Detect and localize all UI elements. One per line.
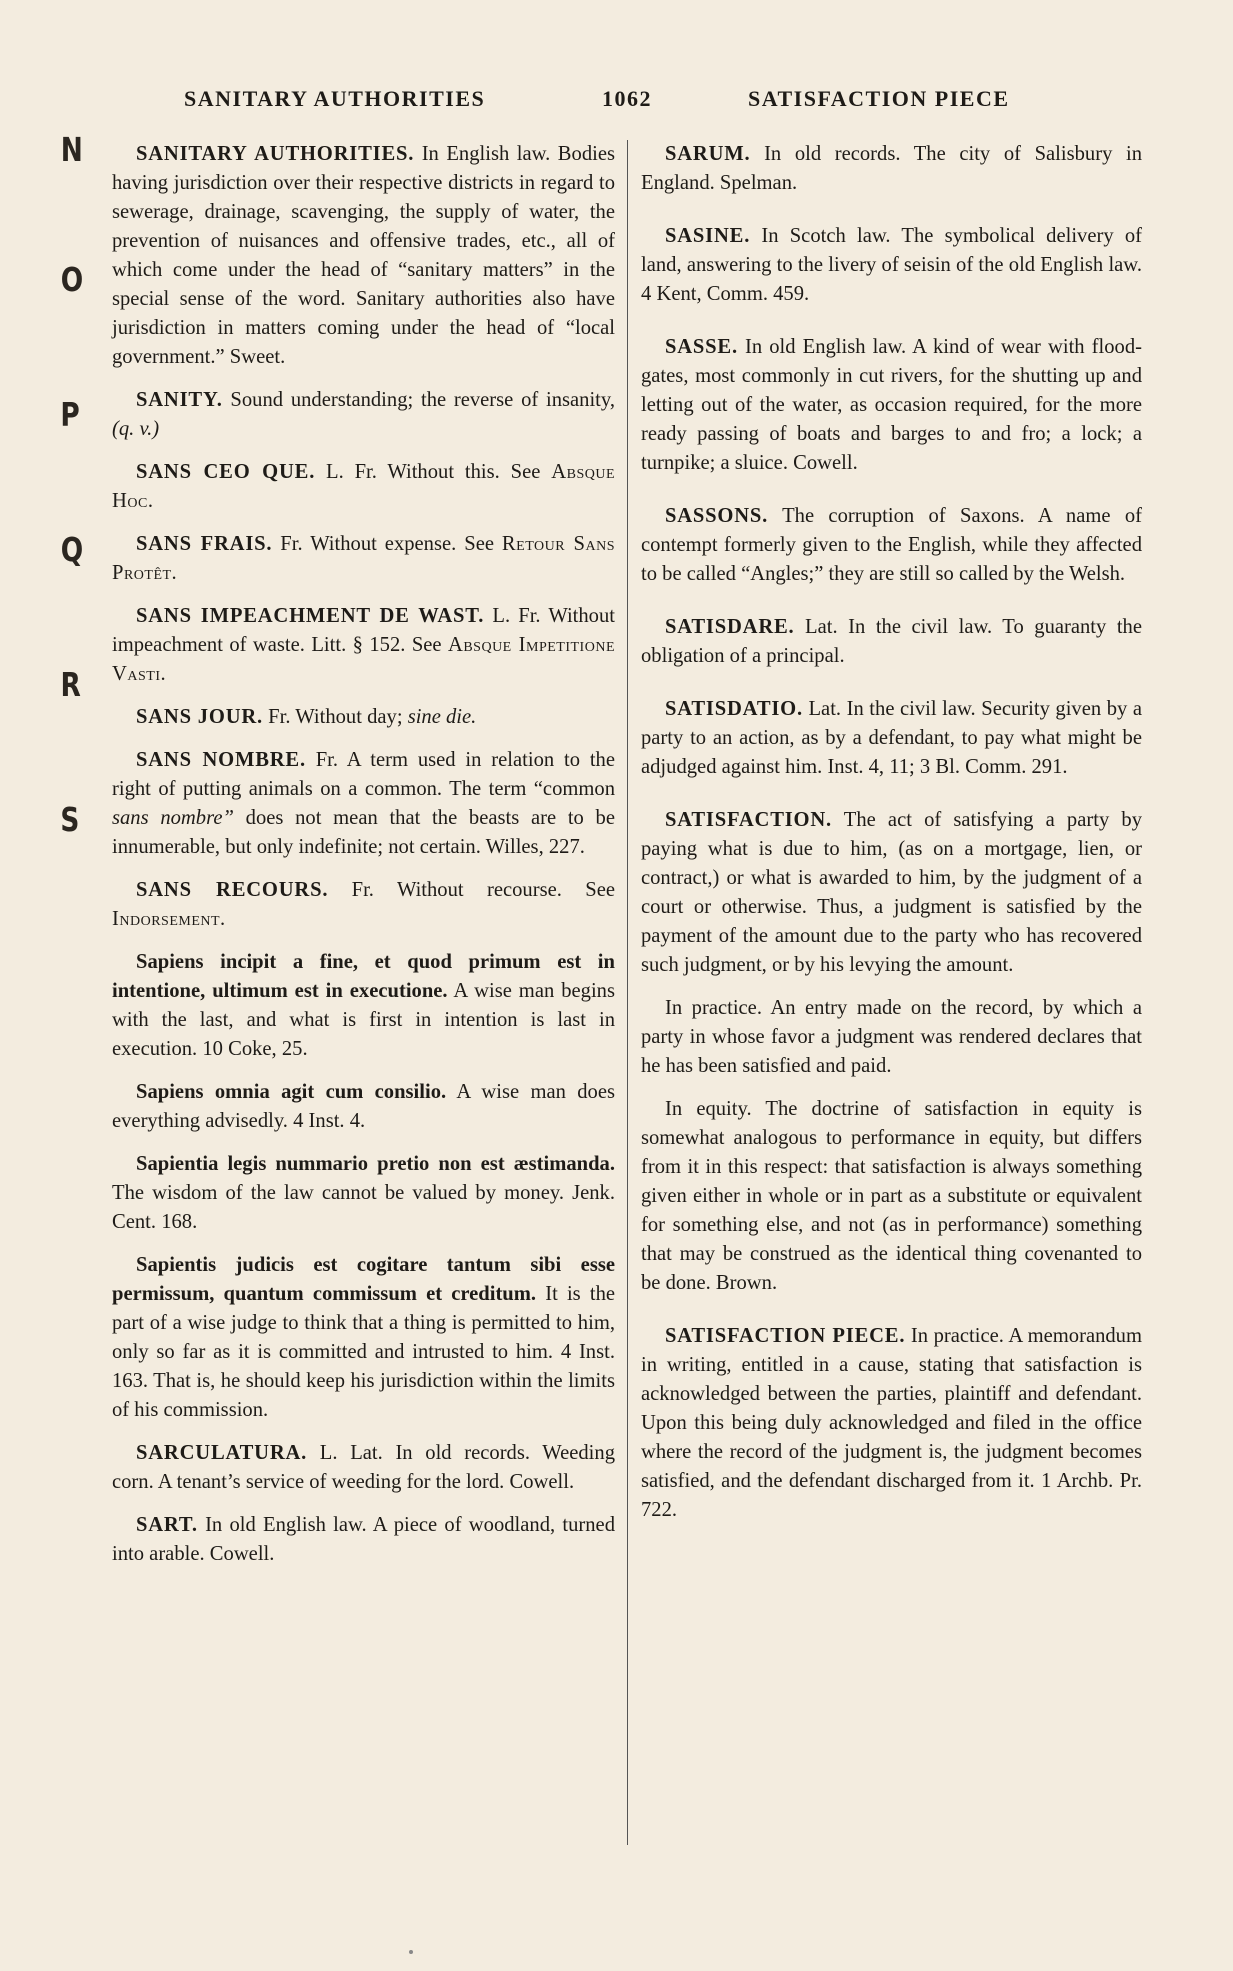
entry — [112, 140, 615, 372]
translation: The wisdom of the law cannot be valued by money. Jenk. Cent. 168. — [112, 1182, 615, 1233]
running-head-left: SANITARY AUTHORITIES — [184, 86, 486, 111]
headword: SATISFACTION PIECE. — [665, 1325, 906, 1347]
maxim-entry — [112, 948, 615, 1064]
entry — [112, 530, 615, 588]
italic-text: (q. v.) — [112, 418, 160, 440]
running-head — [180, 86, 1040, 116]
entry — [112, 1511, 615, 1569]
definition: In practice. A memorandum in writing, entitled in a cause, stating that satisfaction is acknowledged between the parties, plaintiff and defendant. Upon this being duly acknowledged and filed in the office where the record of the judgment is, the judgment becomes satisfied, and the defendant discharged from it. 1 Archb. Pr. 722. — [641, 1325, 1142, 1521]
page-number: 1062 — [602, 86, 652, 111]
definition: Fr. Without expense. See — [272, 533, 502, 555]
headword: SART. — [136, 1514, 198, 1536]
headword: SANS IMPEACHMENT DE WAST. — [136, 605, 485, 627]
definition: Fr. Without day; — [263, 706, 408, 728]
entry — [112, 876, 615, 934]
entry — [641, 140, 1142, 198]
thumb-index-letter: O — [60, 260, 84, 299]
cross-reference: Absque Impetitione Vasti. — [112, 634, 615, 685]
definition: The corruption of Saxons. A name of contempt formerly given to the English, while they affected to be called “Angles;” they are still so called by the Welsh. — [641, 505, 1142, 585]
entry — [641, 1322, 1142, 1525]
maxim: Sapiens incipit a fine, et quod primum est in intentione, ultimum est in executione. — [112, 951, 615, 1002]
definition: L. Fr. Without impeachment of waste. Litt. § 152. See — [112, 605, 615, 656]
entry — [112, 458, 615, 516]
definition: Lat. In the civil law. To guaranty the obligation of a principal. — [641, 616, 1142, 667]
headword: SATISFACTION. — [665, 809, 832, 831]
entry — [112, 386, 615, 444]
translation: It is the part of a wise judge to think that a thing is permitted to him, only so far as it is committed and intrusted to him. 4 Inst. 163. That is, he should keep his jurisdiction within the limits of his commission. — [112, 1283, 616, 1421]
running-head-right: SATISFACTION PIECE — [748, 86, 1010, 111]
left-column — [112, 140, 615, 1583]
definition: L. Fr. Without this. See — [315, 461, 552, 483]
entry — [112, 746, 615, 862]
maxim-entry — [112, 1150, 615, 1237]
thumb-index-letter: S — [60, 800, 80, 839]
italic-text: sans nombre” — [112, 807, 234, 829]
headword: SANS RECOURS. — [136, 879, 329, 901]
entry — [641, 333, 1142, 478]
headword: SANS FRAIS. — [136, 533, 273, 555]
maxim: Sapientis judicis est cogitare tantum sibi esse permissum, quantum commissum et creditum. — [112, 1254, 615, 1305]
definition: Fr. A term used in relation to the right of putting animals on a common. The term “common — [112, 749, 615, 800]
definition: Sound understanding; the reverse of insanity, — [222, 389, 615, 411]
thumb-index-letter: P — [60, 395, 80, 434]
definition: Fr. Without recourse. See — [328, 879, 615, 901]
headword: SASINE. — [665, 225, 751, 247]
sub-paragraph: In practice. An entry made on the record, by which a party in whose favor a judgment was rendered declares that he has been satisfied and paid. — [641, 997, 1142, 1077]
definition-continued: does not mean that the beasts are to be innumerable, but only indefinite; not certain. Willes, 227. — [112, 807, 615, 858]
entry — [641, 222, 1142, 309]
headword: SANS CEO QUE. — [136, 461, 316, 483]
definition: In English law. Bodies having jurisdiction over their respective districts in regard to sewerage, drainage, scavenging, the supply of water, the prevention of nuisances and offensive trades, etc., all of which come under the head of “sanitary matters” in the special sense of the word. Sanitary authorities also have jurisdiction in matters coming under the head of “local government.” Sweet. — [112, 143, 615, 368]
definition: Lat. In the civil law. Security given by a party to an action, as by a defendant, to pay what might be adjudged against him. Inst. 4, 11; 3 Bl. Comm. 291. — [641, 698, 1142, 778]
entry — [641, 613, 1142, 671]
definition: In old English law. A piece of woodland, turned into arable. Cowell. — [112, 1514, 615, 1565]
column-divider — [627, 140, 628, 1845]
headword: SASSONS. — [665, 505, 769, 527]
entry — [112, 602, 615, 689]
right-column — [641, 140, 1142, 1539]
thumb-index — [58, 130, 98, 1130]
entry — [641, 695, 1142, 782]
definition: The act of satisfying a party by paying what is due to him, (as on a mortgage, lien, or contract,) or what is awarded to him, by the judgment of a court or otherwise. Thus, a judgment is satisfied by the payment of the amount due to the party who has recovered such judgment, or by his levying the amount. — [641, 809, 1142, 976]
headword: SANS NOMBRE. — [136, 749, 306, 771]
entry — [641, 806, 1142, 980]
definition: In Scotch law. The symbolical delivery of land, answering to the livery of seisin of the old English law. 4 Kent, Comm. 459. — [641, 225, 1142, 305]
maxim-entry — [112, 1251, 615, 1425]
thumb-index-letter: R — [60, 665, 81, 704]
italic-text: sine die. — [407, 706, 477, 728]
entry — [112, 703, 615, 732]
maxim: Sapientia legis nummario pretio non est æstimanda. — [136, 1153, 615, 1175]
translation: A wise man begins with the last, and what is first in intention is last in execution. 10 Coke, 25. — [112, 980, 615, 1060]
thumb-index-letter: N — [60, 130, 83, 169]
headword: SATISDATIO. — [665, 698, 803, 720]
entry — [641, 502, 1142, 589]
headword: SASSE. — [665, 336, 738, 358]
maxim-entry — [112, 1078, 615, 1136]
cross-reference: Retour Sans Protêt. — [112, 533, 615, 584]
cross-reference: Absque Hoc. — [112, 461, 616, 512]
headword: SANITY. — [136, 389, 223, 411]
headword: SARCULATURA. — [136, 1442, 308, 1464]
definition: In old records. The city of Salisbury in England. Spelman. — [641, 143, 1142, 194]
headword: SANS JOUR. — [136, 706, 264, 728]
maxim: Sapiens omnia agit cum consilio. — [136, 1081, 447, 1103]
page-mark — [409, 1950, 413, 1954]
headword: SANITARY AUTHORITIES. — [136, 143, 415, 165]
translation: A wise man does everything advisedly. 4 Inst. 4. — [112, 1081, 615, 1132]
thumb-index-letter: Q — [60, 530, 84, 569]
definition: In old English law. A kind of wear with flood-gates, most commonly in cut rivers, for the shutting up and letting out of the water, as occasion required, for the more ready passing of boats and barges to and fro; a lock; a turnpike; a sluice. Cowell. — [641, 336, 1142, 474]
headword: SATISDARE. — [665, 616, 795, 638]
definition: L. Lat. In old records. Weeding corn. A tenant’s service of weeding for the lord. Cowell. — [112, 1442, 615, 1493]
headword: SARUM. — [665, 143, 751, 165]
sub-paragraph: In equity. The doctrine of satisfaction in equity is somewhat analogous to performance in equity, but differs from it in this respect: that satisfaction is always something given either in whole or in part as a substitute or equivalent for something else, and not (as in performance) something that may be construed as the identical thing covenanted to be done. Brown. — [641, 1098, 1142, 1294]
entry — [112, 1439, 615, 1497]
cross-reference: Indorsement. — [112, 908, 226, 930]
